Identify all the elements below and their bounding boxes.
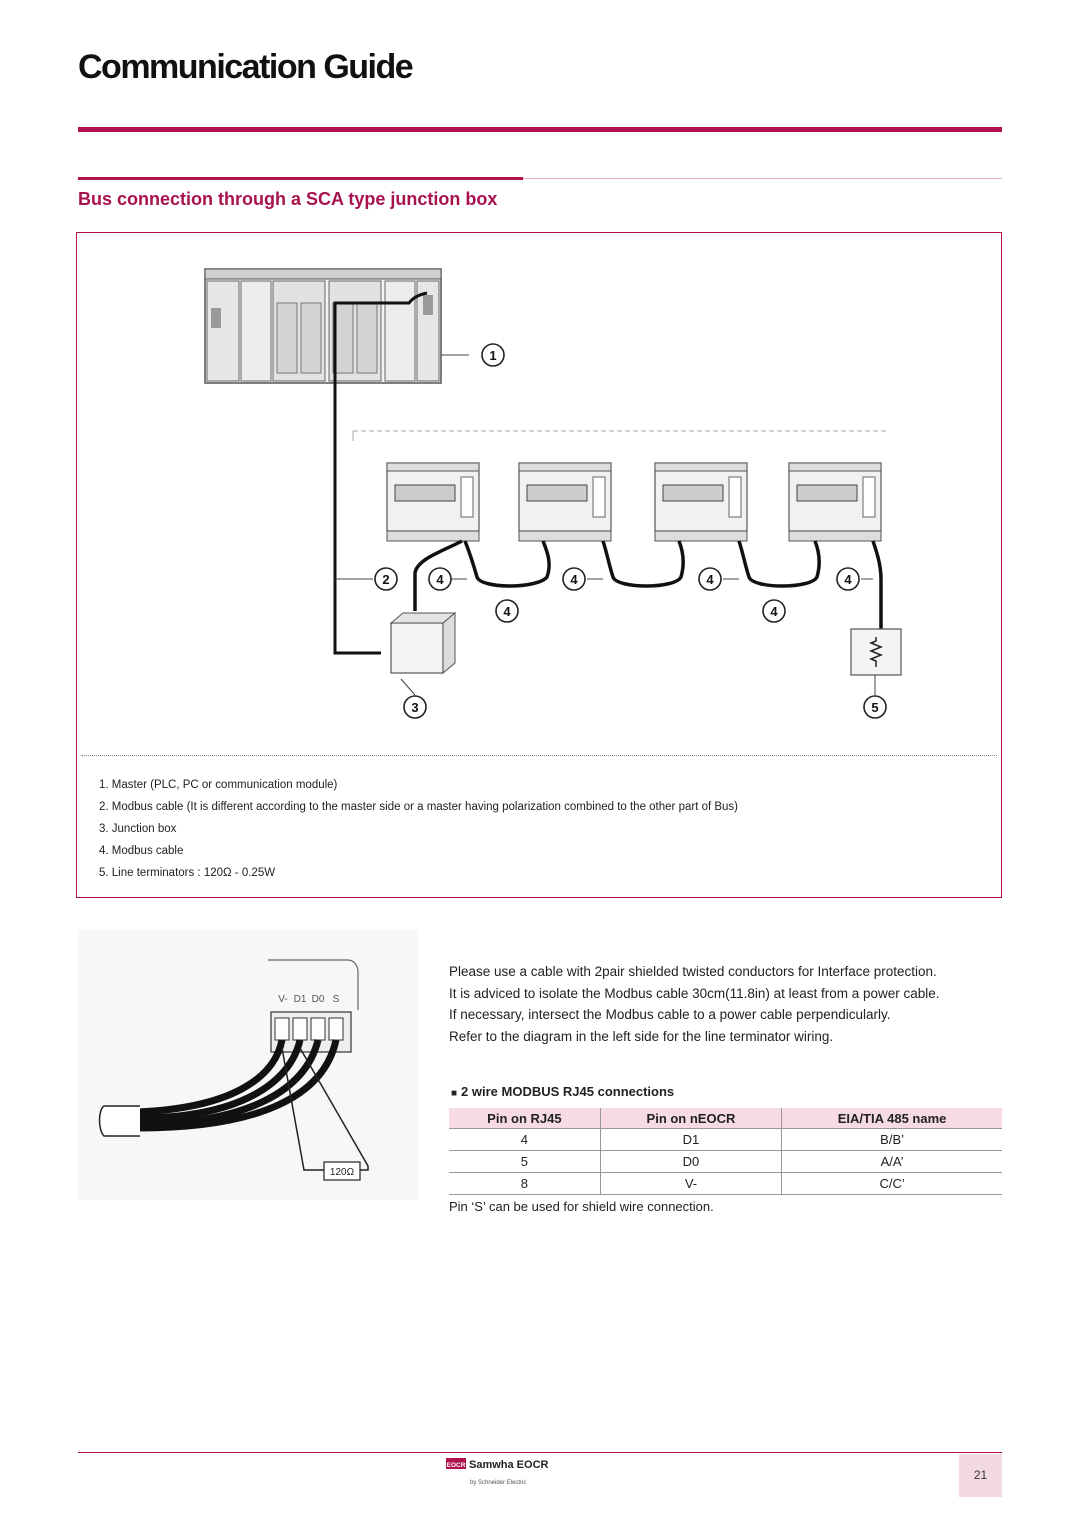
eocr-device-4 xyxy=(789,463,881,541)
description-line-1: Please use a cable with 2pair shielded twisted conductors for Interface protection. xyxy=(449,964,937,979)
description-line-2: It is adviced to isolate the Modbus cable 30cm(11.8in) at least from a power cable. xyxy=(449,985,940,1001)
eocr-device-1 xyxy=(387,463,479,541)
plc-master-image xyxy=(205,269,441,383)
legend-item-4: 4. Modbus cable xyxy=(99,845,184,857)
line-terminator xyxy=(851,629,901,675)
pinout-table xyxy=(449,1108,1002,1195)
terminator-wiring-diagram xyxy=(78,930,418,1200)
legend-item-3: 3. Junction box xyxy=(99,823,177,835)
section-rule-accent xyxy=(78,177,523,180)
cell-pin-neocr: D0 xyxy=(600,1151,781,1173)
pinout-header-row xyxy=(449,1108,1002,1129)
legend-item-5: 5. Line terminators : 120Ω - 0.25W xyxy=(99,867,276,879)
bus-connection-diagram xyxy=(77,233,1001,753)
logo-mark: EOCR xyxy=(446,1462,466,1469)
header-eia-tia-name: EIA/TIA 485 name xyxy=(782,1108,1002,1129)
terminal-label-v-minus: V- xyxy=(278,994,288,1005)
callout-4a: 4 xyxy=(436,572,444,587)
cell-pin-neocr: D1 xyxy=(600,1129,781,1151)
diagram-legend xyxy=(99,777,738,887)
wiring-description xyxy=(449,961,989,1048)
page-title: Communication Guide xyxy=(78,48,413,86)
cell-pin-rj45: 5 xyxy=(449,1151,600,1173)
legend-separator xyxy=(81,755,997,756)
cell-eia-name: A/A’ xyxy=(782,1151,1002,1173)
resistor-label: 120Ω xyxy=(329,1167,355,1178)
connections-title: 2 wire MODBUS RJ45 connections xyxy=(461,1084,675,1099)
description-line-3: If necessary, intersect the Modbus cable to a power cable perpendicularly. xyxy=(449,1007,891,1023)
logo-text: Samwha EOCR xyxy=(469,1459,549,1471)
header-pin-neocr: Pin on nEOCR xyxy=(600,1108,781,1129)
callout-4b: 4 xyxy=(570,572,578,587)
shield-note: Pin ‘S’ can be used for shield wire connection. xyxy=(449,1199,714,1214)
callout-1: 1 xyxy=(489,348,497,363)
title-rule xyxy=(78,127,1002,132)
logo-subtext: by Schneider Electric xyxy=(470,1480,527,1486)
eocr-device-3 xyxy=(655,463,747,541)
table-row xyxy=(449,1151,1002,1173)
section-title: Bus connection through a SCA type junction box xyxy=(78,189,498,209)
callout-4d: 4 xyxy=(844,572,852,587)
cell-eia-name: C/C’ xyxy=(782,1173,1002,1195)
terminal-label-d0: D0 xyxy=(311,994,325,1005)
description-line-4: Refer to the diagram in the left side for the line terminator wiring. xyxy=(449,1029,834,1045)
cell-pin-rj45: 4 xyxy=(449,1129,600,1151)
page-number: 21 xyxy=(959,1454,1002,1497)
terminal-label-d1: D1 xyxy=(293,994,307,1005)
table-row xyxy=(449,1129,1002,1151)
diagram-frame xyxy=(76,232,1002,898)
header-pin-rj45: Pin on RJ45 xyxy=(449,1108,600,1129)
table-row xyxy=(449,1173,1002,1195)
cell-pin-neocr: V- xyxy=(600,1173,781,1195)
callout-2: 2 xyxy=(382,572,390,587)
legend-item-2: 2. Modbus cable (It is different according to the master side or a master having polarization combined to the other part of Bus) xyxy=(99,801,739,813)
cell-pin-rj45: 8 xyxy=(449,1173,600,1195)
eocr-device-2 xyxy=(519,463,611,541)
callout-4e: 4 xyxy=(503,604,511,619)
footer-rule xyxy=(78,1452,1002,1453)
terminal-label-s: S xyxy=(332,994,340,1005)
connections-heading xyxy=(451,1084,674,1099)
callout-3: 3 xyxy=(411,700,419,715)
legend-item-1: 1. Master (PLC, PC or communication module) xyxy=(99,779,338,791)
cell-eia-name: B/B’ xyxy=(782,1129,1002,1151)
callout-5: 5 xyxy=(871,700,879,715)
callout-4c: 4 xyxy=(706,572,714,587)
callout-4f: 4 xyxy=(770,604,778,619)
samwha-eocr-logo xyxy=(446,1456,556,1492)
square-bullet-icon: ■ xyxy=(451,1088,458,1099)
junction-box xyxy=(391,613,455,673)
